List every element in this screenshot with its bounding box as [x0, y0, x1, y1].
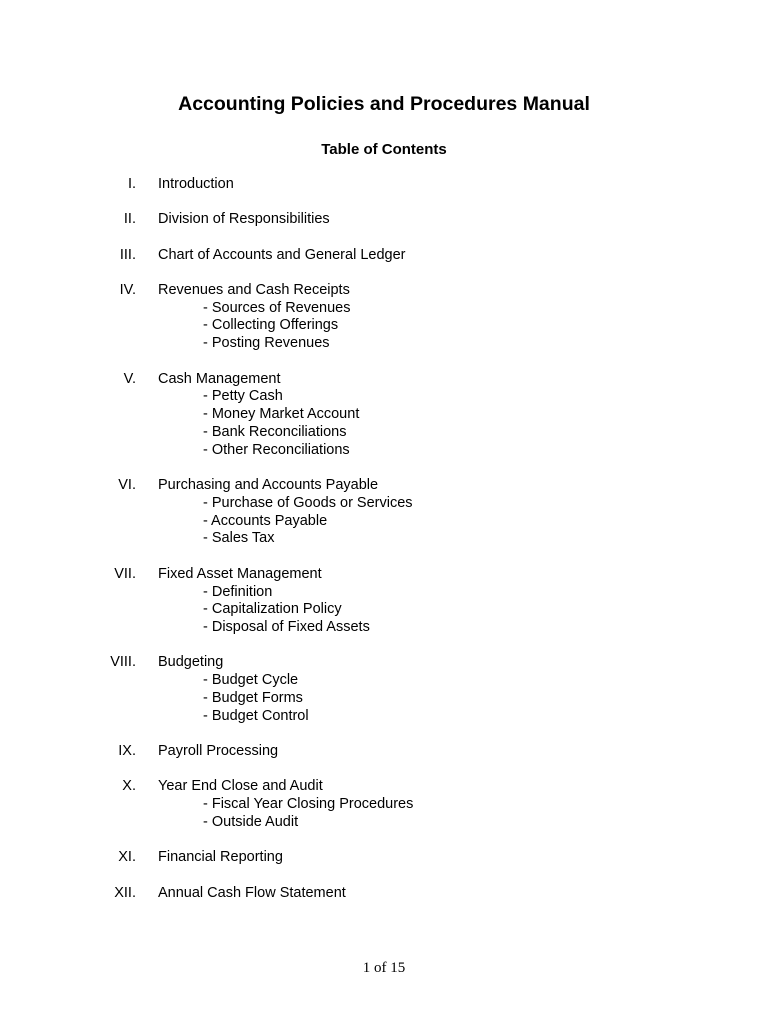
toc-entry-label: Year End Close and Audit	[158, 778, 323, 795]
toc-entry-label: Budgeting	[158, 654, 224, 671]
toc-entry-number: IV.	[119, 281, 136, 298]
toc-entry-number: XII.	[114, 884, 136, 901]
toc-subentry: - Sales Tax	[203, 530, 275, 547]
toc-subentry: - Outside Audit	[203, 814, 299, 831]
toc-entry-label: Fixed Asset Management	[158, 565, 322, 582]
toc-entry-number: III.	[119, 246, 136, 263]
table-of-contents	[0, 176, 768, 920]
document-title: Accounting Policies and Procedures Manual	[178, 93, 590, 115]
toc-subentry: - Disposal of Fixed Assets	[203, 619, 370, 636]
toc-subentry: - Budget Control	[203, 707, 309, 724]
toc-entry-label: Revenues and Cash Receipts	[158, 281, 350, 298]
toc-entry-label: Cash Management	[158, 370, 281, 387]
toc-subentry: - Fiscal Year Closing Procedures	[203, 796, 414, 813]
toc-subentry: - Budget Forms	[203, 690, 303, 707]
toc-entry	[0, 211, 768, 229]
toc-entry-number: X.	[122, 778, 136, 795]
toc-entry-number: VIII.	[110, 654, 136, 671]
toc-subentry: - Budget Cycle	[203, 672, 299, 689]
toc-subentry: - Posting Revenues	[203, 335, 330, 352]
toc-entry	[0, 247, 768, 265]
toc-entry-label: Division of Responsibilities	[158, 211, 330, 228]
toc-entry-label: Payroll Processing	[158, 743, 279, 760]
toc-subentry: - Accounts Payable	[203, 512, 328, 529]
toc-entry	[0, 849, 768, 867]
toc-entry-label: Annual Cash Flow Statement	[158, 884, 346, 901]
toc-entry-label: Introduction	[158, 176, 234, 192]
toc-entry-number: II.	[123, 211, 136, 228]
toc-entry	[0, 654, 768, 725]
toc-entry	[0, 566, 768, 637]
toc-entry	[0, 176, 768, 194]
toc-entry-number: XI.	[118, 849, 136, 866]
toc-entry-number: IX.	[118, 743, 136, 760]
toc-entry-number: VI.	[118, 477, 136, 494]
toc-entry	[0, 778, 768, 831]
toc-subentry: - Collecting Offerings	[203, 317, 339, 334]
toc-subentry: - Sources of Revenues	[203, 299, 351, 316]
toc-entry	[0, 743, 768, 761]
toc-entry	[0, 477, 768, 548]
toc-subentry: - Definition	[203, 583, 273, 600]
toc-subentry: - Bank Reconciliations	[203, 423, 347, 440]
toc-subentry: - Capitalization Policy	[203, 601, 342, 618]
toc-subentry: - Money Market Account	[203, 406, 360, 423]
toc-subentry: - Purchase of Goods or Services	[203, 494, 413, 511]
toc-entry	[0, 282, 768, 353]
toc-subentry: - Petty Cash	[203, 388, 283, 405]
page-number: 1 of 15	[362, 960, 406, 976]
toc-entry-label: Financial Reporting	[158, 849, 283, 866]
toc-entry-label: Purchasing and Accounts Payable	[158, 477, 379, 494]
toc-entry	[0, 885, 768, 903]
toc-entry-number: V.	[123, 370, 136, 387]
toc-entry-number: I.	[127, 176, 136, 192]
toc-subentry: - Other Reconciliations	[203, 441, 350, 458]
toc-heading: Table of Contents	[321, 141, 447, 158]
toc-entry-label: Chart of Accounts and General Ledger	[158, 246, 406, 263]
toc-entry-number: VII.	[114, 565, 136, 582]
toc-entry	[0, 371, 768, 460]
